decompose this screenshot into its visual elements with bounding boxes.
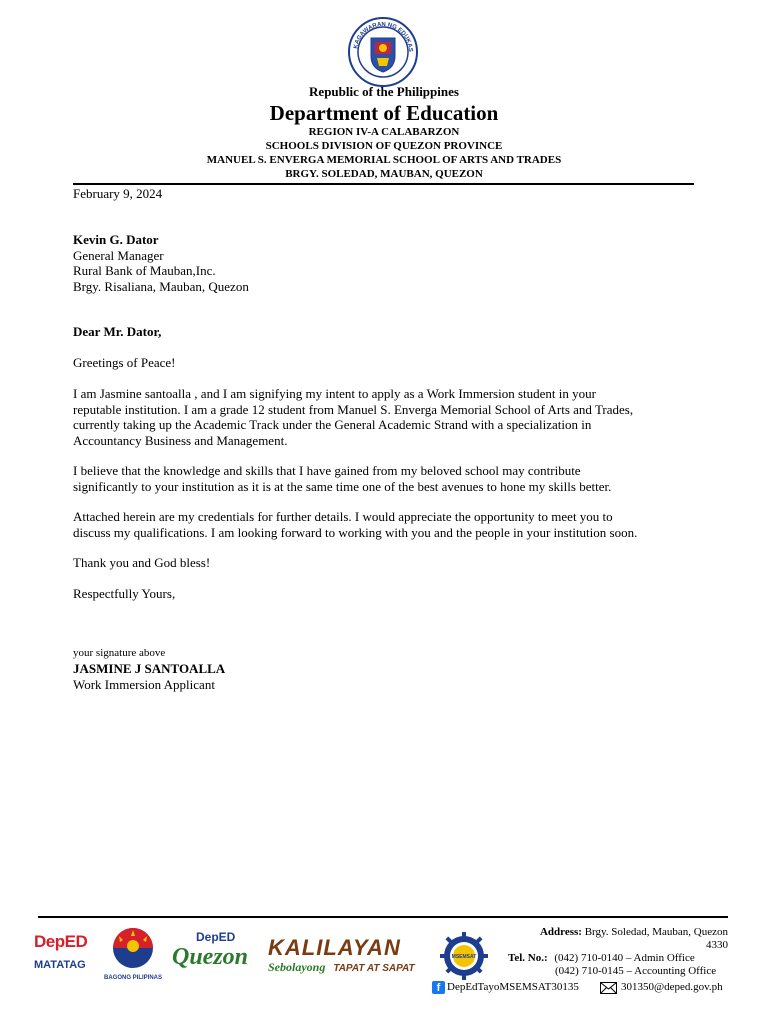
header-region: REGION IV-A CALABARZON bbox=[308, 126, 460, 138]
gear-seal-text: MSEMSAT bbox=[451, 954, 477, 960]
paragraph-1-line: currently taking up the Academic Track under the General Academic Strand with a specialization in bbox=[73, 417, 592, 432]
paragraph-1-line: reputable institution. I am a grade 12 student from Manuel S. Enverga Memorial School of Arts and Trades, bbox=[73, 401, 634, 417]
paragraph-2-line: significantly to your institution as it is at the same time one of the best avenues to hone my skills better. bbox=[73, 478, 612, 494]
paragraph-3-line: Attached herein are my credentials for further details. I would appreciate the opportunity to meet you to bbox=[73, 509, 613, 524]
recipient-address: Brgy. Risaliana, Mauban, Quezon bbox=[73, 278, 249, 294]
recipient-title: General Manager bbox=[73, 247, 164, 263]
tel-value-1: (042) 710-0140 – Admin Office bbox=[554, 952, 695, 964]
gear-seal-icon bbox=[440, 932, 488, 980]
deped-matatag-logo bbox=[34, 932, 96, 978]
kalilayan-title: KALILAYAN bbox=[268, 935, 401, 960]
address-label: Address: bbox=[539, 926, 582, 938]
email-address[interactable]: 301350@deped.gov.ph bbox=[621, 981, 723, 993]
address-value: Brgy. Soledad, Mauban, Quezon bbox=[584, 926, 728, 938]
greeting: Greetings of Peace! bbox=[73, 355, 176, 370]
kalilayan-subtitle bbox=[268, 960, 434, 976]
quezon-deped-text: DepED bbox=[196, 930, 236, 944]
thanks-line: Thank you and God bless! bbox=[73, 555, 211, 570]
paragraph-1-line: Accountancy Business and Management. bbox=[73, 432, 288, 448]
kalilayan-subtitle-right: TAPAT AT SAPAT bbox=[333, 963, 415, 974]
header-division: SCHOOLS DIVISION OF QUEZON PROVINCE bbox=[265, 140, 503, 152]
recipient-block bbox=[73, 232, 249, 294]
recipient-company: Rural Bank of Mauban,Inc. bbox=[73, 263, 216, 278]
mail-icon bbox=[600, 982, 617, 998]
bagong-pilipinas-logo bbox=[104, 926, 162, 982]
tel-label: Tel. No.: bbox=[508, 952, 548, 964]
paragraph-2-line: I believe that the knowledge and skills that I have gained from my beloved school may contribute bbox=[73, 463, 581, 478]
signature-note: your signature above bbox=[73, 647, 166, 659]
signer-title: Work Immersion Applicant bbox=[73, 677, 215, 692]
header-department: Department of Education bbox=[269, 101, 499, 125]
header-republic: Republic of the Philippines bbox=[309, 84, 459, 99]
footer-address-row bbox=[500, 926, 728, 939]
paragraph-1-line: I am Jasmine santoalla , and I am signifying my intent to apply as a Work Immersion student in your bbox=[73, 386, 596, 401]
header-divider bbox=[73, 183, 694, 185]
tel-value-2: (042) 710-0145 – Accounting Office bbox=[555, 965, 717, 977]
footer-address-block bbox=[500, 926, 728, 977]
letter-date: February 9, 2024 bbox=[73, 186, 163, 201]
kalilayan-logo bbox=[268, 936, 434, 978]
footer-divider bbox=[38, 916, 728, 918]
paragraph-1 bbox=[73, 386, 633, 448]
school-gear-seal bbox=[440, 932, 492, 980]
paragraph-3 bbox=[73, 509, 637, 540]
closing-line: Respectfully Yours, bbox=[73, 586, 176, 601]
salutation: Dear Mr. Dator, bbox=[73, 324, 162, 339]
deped-quezon-logo bbox=[166, 930, 262, 978]
paragraph-2 bbox=[73, 463, 611, 494]
deped-logo-text: DepED bbox=[34, 932, 88, 951]
signer-name: JASMINE J SANTOALLA bbox=[73, 661, 226, 676]
facebook-handle[interactable]: DepEdTayoMSEMSAT30135 bbox=[447, 981, 579, 993]
facebook-icon: f bbox=[432, 981, 445, 994]
quezon-main-text: Quezon bbox=[172, 944, 249, 970]
footer-tel-row bbox=[500, 952, 728, 965]
recipient-name: Kevin G. Dator bbox=[73, 232, 159, 247]
paragraph-3-line: discuss my qualifications. I am looking forward to working with you and the people in your institution soon. bbox=[73, 524, 638, 540]
deped-seal-icon bbox=[347, 16, 419, 88]
header-address: BRGY. SOLEDAD, MAUBAN, QUEZON bbox=[285, 168, 483, 180]
bagong-pilipinas-icon bbox=[104, 926, 162, 970]
matatag-logo-text: MATATAG bbox=[34, 959, 86, 971]
bagong-pilipinas-text: BAGONG PILIPINAS bbox=[104, 975, 163, 981]
deped-seal bbox=[347, 16, 419, 88]
header-school: MANUEL S. ENVERGA MEMORIAL SCHOOL OF ARTS AND TRADES bbox=[206, 154, 562, 166]
kalilayan-subtitle-left: Sebolayong bbox=[268, 960, 326, 974]
svg-text:KAGAWARAN NG EDUKASYON: KAGAWARAN NG EDUKAS bbox=[353, 21, 414, 53]
address-zip: 4330 bbox=[706, 939, 728, 951]
